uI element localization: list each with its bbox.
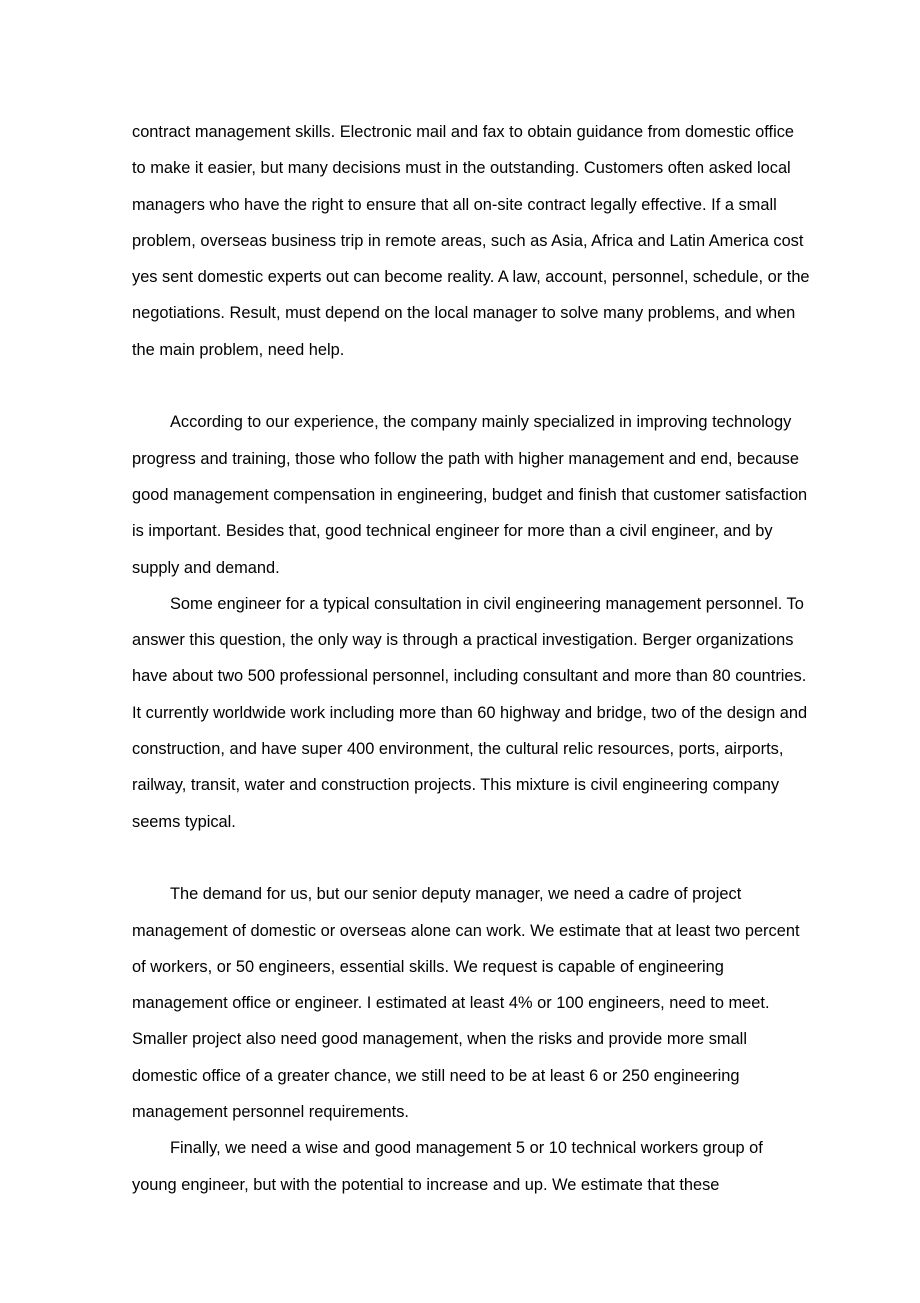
paragraph-4: The demand for us, but our senior deputy manager, we need a cadre of project management of domestic or overseas alone can work. We estimate that at least two percent of workers, or 50 engineers, essential skills. We request is capable of engineering management office or engineer. I estimated at least 4% or 100 engineers, need to meet. Smaller project also need good management, when the risks and provide more small domestic office of a greater chance, we still need to be at least 6 or 250 engineering management personnel requirements. bbox=[132, 885, 800, 1122]
document-body bbox=[132, 114, 810, 1203]
paragraph-2: According to our experience, the company mainly specialized in improving technology progress and training, those who follow the path with higher management and end, because good management compensation in engineering, budget and finish that customer satisfaction is important. Besides that, good technical engineer for more than a civil engineer, and by supply and demand. bbox=[132, 413, 808, 577]
paragraph-3: Some engineer for a typical consultation in civil engineering management personnel. To answer this question, the only way is through a practical investigation. Berger organizations have about two 500 professional personnel, including consultant and more than 80 countries. It currently worldwide work including more than 60 highway and bridge, two of the design and construction, and have super 400 environment, the cultural relic resources, ports, airports, railway, transit, water and construction projects. This mixture is civil engineering company seems typical. bbox=[132, 594, 808, 831]
paragraph-5: Finally, we need a wise and good management 5 or 10 technical workers group of young engineer, but with the potential to increase and up. We estimate that these bbox=[132, 1139, 763, 1194]
paragraph-1: contract management skills. Electronic mail and fax to obtain guidance from domestic office to make it easier, but many decisions must in the outstanding. Customers often asked local managers who have the right to ensure that all on-site contract legally effective. If a small problem, overseas business trip in remote areas, such as Asia, Africa and Latin America cost yes sent domestic experts out can become reality. A law, account, personnel, schedule, or the negotiations. Result, must depend on the local manager to solve many problems, and when the main problem, need help. bbox=[132, 123, 810, 359]
